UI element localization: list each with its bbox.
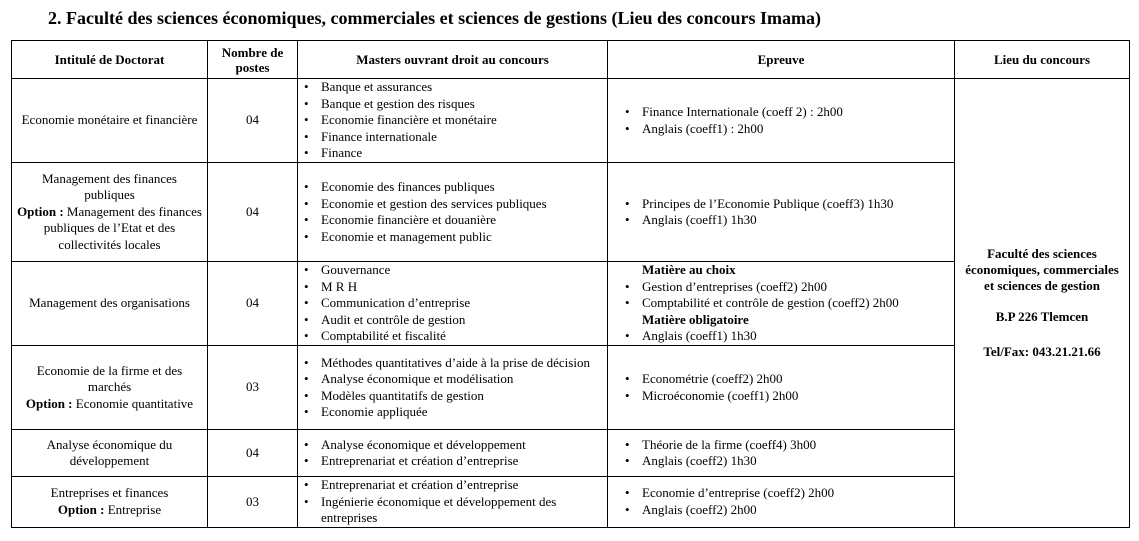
intitule-text: Economie de la firme et des marchés xyxy=(36,362,183,395)
list-item: • Analyse économique et modélisation xyxy=(321,371,607,388)
list-item: • Méthodes quantitatives d’aide à la prise de décision xyxy=(321,355,607,372)
list-item: • Finance xyxy=(321,145,607,162)
masters-cell xyxy=(298,262,608,346)
masters-list xyxy=(298,262,607,345)
list-item: • Economie et gestion des services publiques xyxy=(321,196,607,213)
header-row xyxy=(12,41,1130,79)
epreuve-list xyxy=(608,485,954,518)
masters-cell xyxy=(298,430,608,477)
intitule-text: Analyse économique du développement xyxy=(46,436,173,468)
list-item: • Economie financière et monétaire xyxy=(321,112,607,129)
option-text: Management des finances publiques de l’Etat et des collectivités locales xyxy=(43,203,202,252)
intitule-cell xyxy=(12,79,208,163)
list-item: • Microéconomie (coeff1) 2h00 xyxy=(642,388,954,405)
lieu-cell xyxy=(955,79,1130,528)
list-item: • Economie d’entreprise (coeff2) 2h00 xyxy=(642,485,954,502)
epreuve-choix-list xyxy=(608,279,954,312)
list-item: • Finance Internationale (coeff 2) : 2h00 xyxy=(642,104,954,121)
list-item: • Entreprenariat et création d’entreprise xyxy=(321,453,607,470)
epreuve-cell xyxy=(608,430,955,477)
list-item: • Anglais (coeff1) 1h30 xyxy=(642,328,954,345)
header-epreuve: Epreuve xyxy=(608,41,955,79)
epreuve-cell xyxy=(608,79,955,163)
list-item: • Gestion d’entreprises (coeff2) 2h00 xyxy=(642,279,954,296)
epreuve-cell xyxy=(608,163,955,262)
epreuve-list xyxy=(608,437,954,470)
intitule-text: Economie monétaire et financière xyxy=(21,112,198,128)
postes-cell: 04 xyxy=(208,79,298,163)
list-item: • Economie et management public xyxy=(321,229,607,246)
option-label: Option : xyxy=(57,501,105,517)
intitule-text: Management des finances publiques xyxy=(41,170,177,203)
lieu-tel: Tel/Fax: 043.21.21.66 xyxy=(983,343,1101,359)
list-item: • Analyse économique et développement xyxy=(321,437,607,454)
list-item: • Anglais (coeff1) : 2h00 xyxy=(642,121,954,138)
list-item: • Comptabilité et fiscalité xyxy=(321,328,607,345)
list-item: • Anglais (coeff1) 1h30 xyxy=(642,212,954,229)
list-item: • Anglais (coeff2) 2h00 xyxy=(642,502,954,519)
lieu-bp: B.P 226 Tlemcen xyxy=(995,308,1089,324)
list-item: • Ingénierie économique et développement des entreprises xyxy=(321,494,607,527)
header-masters: Masters ouvrant droit au concours xyxy=(298,41,608,79)
intitule-cell xyxy=(12,262,208,346)
list-item: • M R H xyxy=(321,279,607,296)
list-item: • Principes de l’Economie Publique (coeff3) 1h30 xyxy=(642,196,954,213)
option-text: Entreprise xyxy=(107,501,162,517)
intitule-cell xyxy=(12,346,208,430)
list-item: • Modèles quantitatifs de gestion xyxy=(321,388,607,405)
list-item: • Gouvernance xyxy=(321,262,607,279)
list-item: • Economie appliquée xyxy=(321,404,607,421)
section-title: 2. Faculté des sciences économiques, commerciales et sciences de gestions (Lieu des concours Imama) xyxy=(48,8,822,28)
masters-cell xyxy=(298,477,608,528)
list-item: • Théorie de la firme (coeff4) 3h00 xyxy=(642,437,954,454)
option-text: Economie quantitative xyxy=(75,395,194,411)
list-item: • Banque et assurances xyxy=(321,79,607,96)
masters-cell xyxy=(298,79,608,163)
choix-label: Matière au choix xyxy=(642,262,736,278)
list-item: • Economie des finances publiques xyxy=(321,179,607,196)
intitule-text: Entreprises et finances xyxy=(50,485,169,501)
masters-list xyxy=(298,79,607,162)
option-label: Option : xyxy=(25,395,73,411)
intitule-cell xyxy=(12,163,208,262)
epreuve-cell xyxy=(608,477,955,528)
masters-list xyxy=(298,437,607,470)
postes-cell: 03 xyxy=(208,346,298,430)
postes-cell: 04 xyxy=(208,430,298,477)
postes-cell: 04 xyxy=(208,163,298,262)
header-lieu: Lieu du concours xyxy=(955,41,1130,79)
table-row xyxy=(12,79,1130,163)
list-item: • Entreprenariat et création d’entreprise xyxy=(321,477,607,494)
epreuve-cell xyxy=(608,262,955,346)
masters-list xyxy=(298,477,607,527)
masters-list xyxy=(298,355,607,421)
masters-list xyxy=(298,179,607,245)
lieu-faculte: Faculté des sciences économiques, commerciales et sciences de gestion xyxy=(965,245,1119,293)
postes-cell: 04 xyxy=(208,262,298,346)
list-item: • Comptabilité et contrôle de gestion (coeff2) 2h00 xyxy=(642,295,954,312)
intitule-cell xyxy=(12,477,208,528)
header-intitule: Intitulé de Doctorat xyxy=(12,41,208,79)
oblig-label: Matière obligatoire xyxy=(642,311,749,327)
intitule-cell xyxy=(12,430,208,477)
header-postes: Nombre de postes xyxy=(208,41,298,79)
list-item: • Economie financière et douanière xyxy=(321,212,607,229)
epreuve-oblig-list xyxy=(608,328,954,345)
masters-cell xyxy=(298,346,608,430)
list-item: • Audit et contrôle de gestion xyxy=(321,312,607,329)
epreuve-list xyxy=(608,104,954,137)
list-item: • Anglais (coeff2) 1h30 xyxy=(642,453,954,470)
list-item: • Banque et gestion des risques xyxy=(321,96,607,113)
masters-cell xyxy=(298,163,608,262)
epreuve-list xyxy=(608,371,954,404)
list-item: • Finance internationale xyxy=(321,129,607,146)
intitule-text: Management des organisations xyxy=(29,295,190,311)
list-item: • Communication d’entreprise xyxy=(321,295,607,312)
epreuve-list xyxy=(608,196,954,229)
option-label: Option : xyxy=(17,203,64,219)
list-item: • Econométrie (coeff2) 2h00 xyxy=(642,371,954,388)
postes-cell: 03 xyxy=(208,477,298,528)
epreuve-cell xyxy=(608,346,955,430)
doctorat-table xyxy=(11,40,1130,528)
